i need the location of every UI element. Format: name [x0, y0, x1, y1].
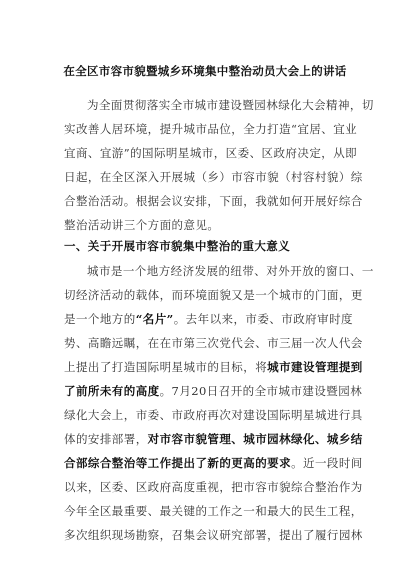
body-text: 。近一段时间: [291, 456, 363, 470]
emphasis-text: 城市建设管理提到: [267, 360, 363, 374]
body-line: [64, 503, 363, 519]
body-text: 多次组织现场勘察，召集会议研究部署，提出了履行园林: [64, 528, 363, 542]
body-text: 。7月20日召开的全市城市建设暨园林: [159, 384, 363, 398]
body-text: 绿化大会上，市委、市政府再次对建设国际明星城进行具: [64, 408, 363, 422]
body-text: 体的安排部署，: [64, 432, 148, 446]
body-line: [87, 263, 374, 279]
body-line: [64, 311, 353, 327]
body-line: [64, 479, 363, 495]
intro-line: 实改善人居环境，提升城市品位，全力打造“宜居、宜业: [64, 122, 358, 136]
emphasis-text: 对市容市貌管理、城市园林绿化、城乡结: [147, 432, 363, 446]
intro-line: 日起，在全区深入开展城（乡）市容市貌（村容村貌）综: [64, 170, 363, 184]
body-text: 势、高瞻远瞩，在在市第三次党代会、市三届一次人代会: [64, 336, 363, 350]
body-text: 今年全区最重要、最关键的工作之一和最大的民生工程，: [64, 504, 363, 518]
body-line: [64, 431, 363, 447]
body-line: [64, 527, 363, 543]
body-text: 是一个地方的: [64, 312, 136, 326]
body-line: [64, 287, 363, 303]
emphasis-text: 合部综合整治等工作提出了新的更高的要求: [64, 456, 292, 470]
body-line: [64, 335, 363, 351]
body-line: [64, 455, 363, 471]
body-line: [64, 407, 363, 423]
section-heading: 一、关于开展市容市貌集中整治的重大意义: [64, 239, 291, 253]
body-line: [64, 359, 363, 375]
body-text: 更: [350, 288, 363, 302]
intro-line: 为全面贯彻落实全市城市建设暨园林绿化大会精神，切: [87, 98, 374, 112]
intro-line: 整治活动讲三个方面的意见。: [64, 218, 220, 232]
body-text: 。去年以来，市委、市政府审时度: [173, 312, 353, 326]
document-title: 在全区市容市貌暨城乡环境集中整治动员大会上的讲话: [63, 64, 347, 78]
emphasis-text: 了前所未有的高度: [64, 384, 160, 398]
intro-line: 宜商、宜游”的国际明星城市，区委、区政府决定，从即: [64, 146, 358, 160]
body-text: 以来，区委、区政府高度重视，把市容市貌综合整治作为: [64, 480, 363, 494]
body-text: 上提出了打造国际明星城市的目标，将: [64, 360, 268, 374]
intro-line: 合整治活动。根据会议安排，下面，我就如何开展好综合: [64, 194, 363, 208]
body-text: 城市是一个地方经济发展的纽带、对外开放的窗口、一: [87, 264, 374, 278]
body-text: 切经济活动的载体，而环境面貌又是一个城市的门面，: [64, 288, 351, 302]
body-line: [64, 383, 363, 399]
emphasis-text: “名片”: [135, 312, 174, 326]
